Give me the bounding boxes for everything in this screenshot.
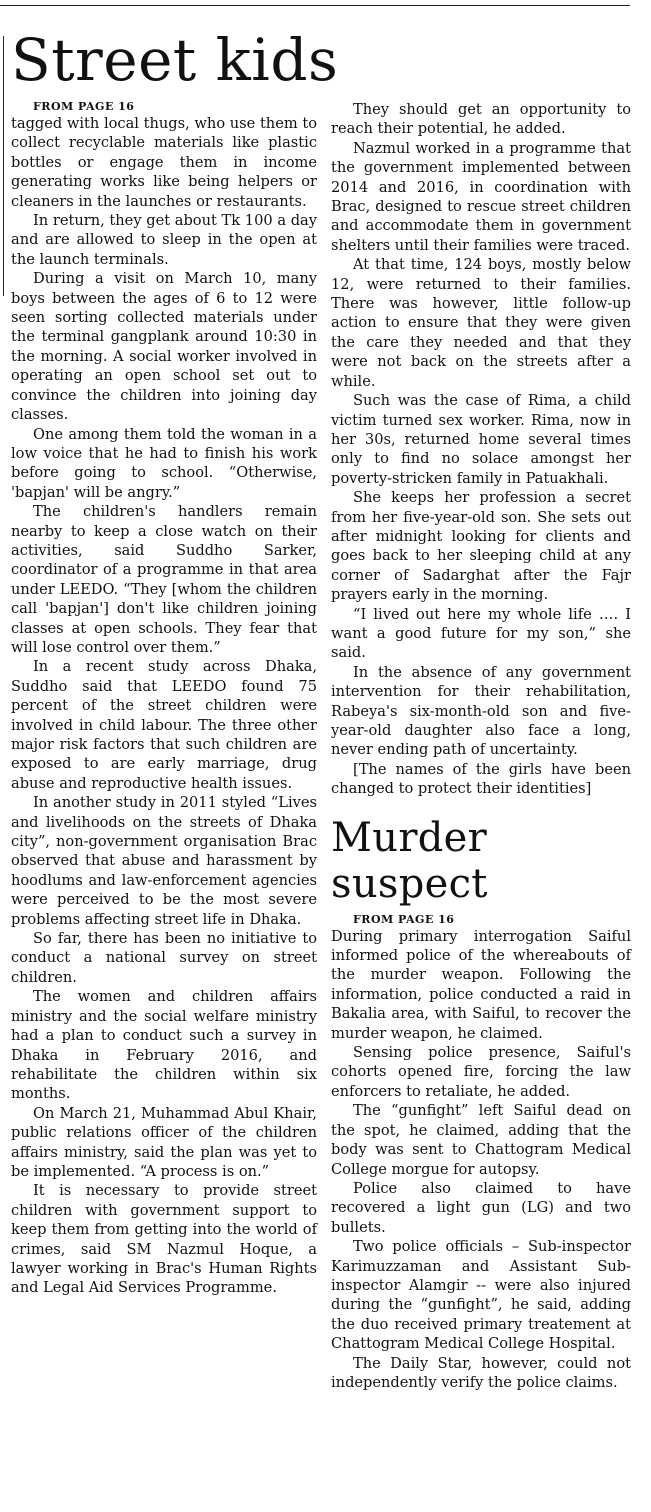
paragraph: They should get an opportunity to reach their potential, he added. (331, 101, 631, 138)
paragraph: At that time, 124 boys, mostly below 12, were returned to their families. There was however, little follow-up action to ensure that they were given the care they needed and that they were not back on the streets after a while. (331, 256, 631, 390)
paragraph: On March 21, Muhammad Abul Khair, public relations officer of the children affairs ministry, said the plan was yet to be implemented. “A process is on.” (11, 1104, 317, 1180)
paragraph: The women and children affairs ministry and the social welfare ministry had a plan to conduct such a survey in Dhaka in February 2016, and rehabilitate the children within six months. (11, 988, 317, 1103)
paragraph: The “gunfight” left Saiful dead on the spot, he claimed, adding that the body was sent to Chattogram Medical College morgue for autopsy. (331, 1102, 631, 1178)
headline-street-kids: Street kids (11, 26, 339, 94)
paragraph: [The names of the girls have been changed to protect their identities] (331, 760, 631, 798)
paragraph: “I lived out here my whole life …. I want a good future for my son,” she said. (331, 605, 631, 662)
paragraph: Sensing police presence, Saiful's cohorts opened fire, forcing the law enforcers to retaliate, he added. (331, 1044, 631, 1100)
from-page-label: FROM PAGE 16 (33, 100, 135, 113)
paragraph: During a visit on March 10, many boys between the ages of 6 to 12 were seen sorting collected materials under the terminal gangplank around 10:30 in the morning. A social worker involved in operating an open school set out to convince the children into joining day classes. (11, 270, 317, 424)
paragraph: tagged with local thugs, who use them to collect recyclable materials like plastic bottles or engage them in income generating works like being helpers or cleaners in the launches or restaurants. (11, 115, 317, 210)
paragraph: Police also claimed to have recovered a light gun (LG) and two bullets. (331, 1179, 631, 1236)
paragraph: In return, they get about Tk 100 a day and are allowed to sleep in the open at the launch terminals. (11, 212, 317, 268)
column-rule (3, 36, 4, 296)
paragraph: The Daily Star, however, could not independently verify the police claims. (331, 1354, 631, 1391)
paragraph: In the absence of any government intervention for their rehabilitation, Rabeya's six-month-old son and five-year-old daughter also face a long, never ending path of uncertainty. (331, 663, 631, 759)
paragraph: Nazmul worked in a programme that the government implemented between 2014 and 2016, in coordination with Brac, designed to rescue street children and accommodate them in government shelters until their families were traced. (331, 139, 631, 254)
paragraph: During primary interrogation Saiful informed police of the whereabouts of the murder weapon. Following the information, police conducted a raid in Bakalia area, with Saiful, to recover the murder weapon, he claimed. (331, 927, 631, 1042)
paragraph: Such was the case of Rima, a child victim turned sex worker. Rima, now in her 30s, returned home several times only to find no solace amongst her poverty-stricken family in Patuakhali. (331, 392, 631, 487)
paragraph: So far, there has been no initiative to conduct a national survey on street children. (11, 930, 317, 986)
article-street-kids-left-column (11, 100, 317, 1298)
headline-murder-suspect: Murder suspect (331, 814, 488, 907)
top-rule (0, 0, 630, 6)
paragraph: It is necessary to provide street children with government support to keep them from getting into the world of crimes, said SM Nazmul Hoque, a lawyer working in Brac's Human Rights and Legal Aid Services Programme. (11, 1182, 317, 1297)
from-page-label: FROM PAGE 16 (353, 912, 455, 926)
paragraph: One among them told the woman in a low voice that he had to finish his work before going to school. “Otherwise, 'bapjan' will be angry.” (11, 425, 317, 501)
paragraph: In a recent study across Dhaka, Suddho said that LEEDO found 75 percent of the street children were involved in child labour. The three other major risk factors that such children are exposed to are early marriage, drug abuse and reproductive health issues. (11, 658, 317, 792)
paragraph: She keeps her profession a secret from her five-year-old son. She sets out after midnight looking for clients and goes back to her sleeping child at any corner of Sadarghat after the Fajr prayers early in the morning. (331, 489, 631, 604)
paragraph: The children's handlers remain nearby to keep a close watch on their activities, said Suddho Sarker, coordinator of a programme in that area under LEEDO. “They [whom the children call 'bapjan'] don't like children joining classes at open schools. They fear that will lose control over them.” (11, 503, 317, 656)
right-column (331, 100, 631, 1392)
paragraph: Two police officials – Sub-inspector Karimuzzaman and Assistant Sub-inspector Alamgir -- were also injured during the “gunfight”, he said, adding the duo received primary treatement at Chattogram Medical College Hospital. (331, 1238, 631, 1353)
paragraph: In another study in 2011 styled “Lives and livelihoods on the streets of Dhaka city”, non-government organisation Brac observed that abuse and harassment by hoodlums and law-enforcement agencies were perceived to be the most severe problems affecting street life in Dhaka. (11, 794, 317, 928)
